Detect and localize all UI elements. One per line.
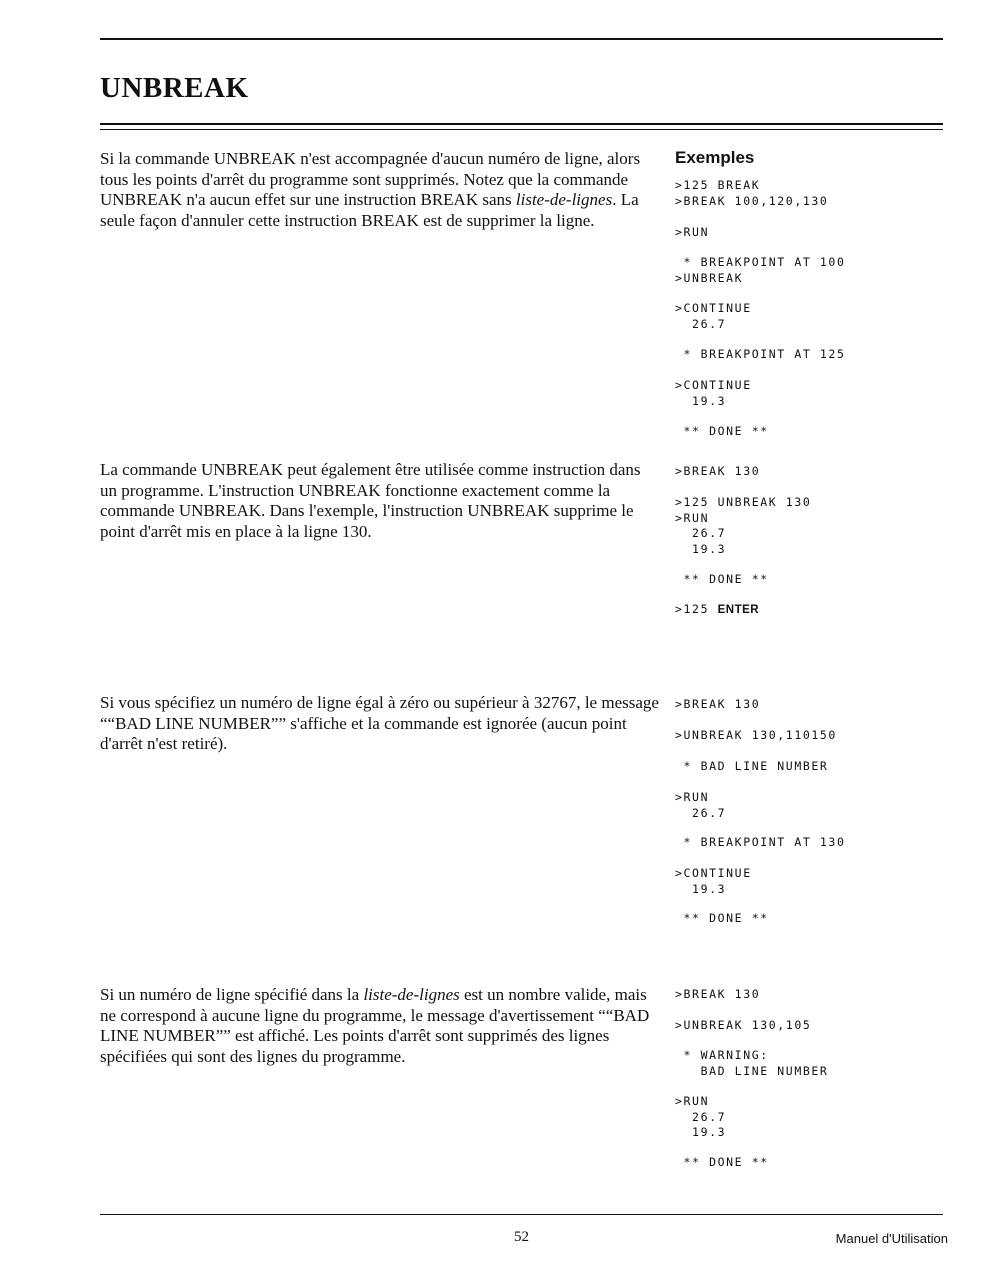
code-line: 26.7 [675,805,727,820]
code-block [675,697,760,713]
enter-key-label: ENTER [717,604,760,616]
title-rule-thin [100,129,943,130]
code-line: * BREAKPOINT AT 130 [675,835,846,849]
code-line: >BREAK 130 [675,987,761,1001]
code-line: >UNBREAK 130,105 [675,1018,812,1032]
code-line: >125 UNBREAK 130 [675,495,812,509]
code-line: * WARNING: [675,1048,769,1062]
page-title: UNBREAK [100,72,249,104]
code-block [675,424,769,440]
title-rule-thick [100,123,943,125]
paragraph-text: La commande UNBREAK peut également être utilisée comme instruction dans un programme. L'instruction UNBREAK fonctionne exactement comme la commande UNBREAK. Dans l'exemple, l'instruction UNBREAK supprime le point d'arrêt mis en place à la ligne 130. [100,460,641,541]
code-line: 19.3 [675,1125,727,1139]
code-line: >125 BREAK [675,178,761,192]
code-block [675,602,759,619]
code-line: * BREAKPOINT AT 100 [675,255,846,269]
paragraph-3 [100,693,660,755]
code-block [675,790,726,821]
code-line: ** DONE ** [675,1155,769,1169]
code-block [675,1018,811,1034]
code-line: 19.3 [675,393,727,408]
code-line: >RUN [675,510,710,525]
code-block [675,759,828,775]
code-line: * BREAKPOINT AT 125 [675,347,846,361]
code-block [675,495,811,557]
code-block [675,301,752,332]
paragraph-4 [100,985,660,1067]
italic-term: liste-de-lignes [515,190,613,209]
code-block [675,866,752,897]
code-line: >CONTINUE [675,378,752,392]
code-line: >UNBREAK [675,270,744,285]
code-line: 26.7 [675,526,727,540]
code-line: 19.3 [675,541,727,556]
paragraph-text: . La seule façon d'annuler cette instruction BREAK est de supprimer la ligne. [100,190,639,230]
code-block [675,464,760,480]
code-line: >RUN [675,790,710,804]
code-line: ** DONE ** [675,911,769,925]
code-line: >BREAK 130 [675,464,761,478]
code-block [675,255,845,286]
code-block [675,1048,828,1079]
code-block [675,572,769,588]
code-line: 19.3 [675,881,727,896]
code-block [675,1094,726,1141]
paragraph-text: Si un numéro de ligne spécifié dans la [100,985,364,1004]
code-line: * BAD LINE NUMBER [675,759,829,773]
examples-heading: Exemples [675,148,755,167]
paragraph-text: Si vous spécifiez un numéro de ligne égal à zéro ou supérieur à 32767, le message ““BAD LINE NUMBER”” s'affiche et la commande est ignorée (aucun point d'arrêt n'est retiré). [100,693,659,753]
paragraph-1 [100,149,660,231]
code-line: BAD LINE NUMBER [675,1063,829,1078]
italic-term: liste-de-lignes [363,985,460,1004]
page-number: 52 [514,1229,529,1245]
code-line: >UNBREAK 130,110150 [675,728,837,742]
paragraph-text: Si la commande UNBREAK n'est accompagnée d'aucun numéro de ligne, alors tous les points d'arrêt du programme sont supprimés. Notez que la commande UNBREAK n'a aucun effet sur une instruction BREAK sans [100,149,641,209]
code-line: 26.7 [675,1109,727,1124]
code-line: >BREAK 130 [675,697,761,711]
code-line: >125 [675,602,718,616]
paragraph-text: est un nombre valide, mais ne correspond à aucune ligne du programme, le message d'avertissement ““BAD LINE NUMBER”” est affiché. Les points d'arrêt sont supprimés des lignes spécifiées qui sont des lignes du programme. [100,985,650,1066]
code-line: >CONTINUE [675,866,752,880]
code-block [675,1155,769,1171]
code-block [675,911,769,927]
code-line: >BREAK 100,120,130 [675,193,829,208]
code-block [675,378,752,409]
code-line: ** DONE ** [675,424,769,438]
code-block [675,178,828,209]
code-block [675,225,709,241]
code-block [675,835,845,851]
paragraph-2 [100,460,660,542]
top-rule [100,38,943,40]
code-block [675,347,845,363]
code-line: >RUN [675,1094,710,1108]
code-line: ** DONE ** [675,572,769,586]
manual-title: Manuel d'Utilisation [835,1231,948,1246]
code-line: 26.7 [675,316,727,331]
code-line: >RUN [675,225,710,239]
footer-rule [100,1214,943,1215]
code-line: >CONTINUE [675,301,752,315]
code-block [675,728,837,744]
code-block [675,987,760,1003]
